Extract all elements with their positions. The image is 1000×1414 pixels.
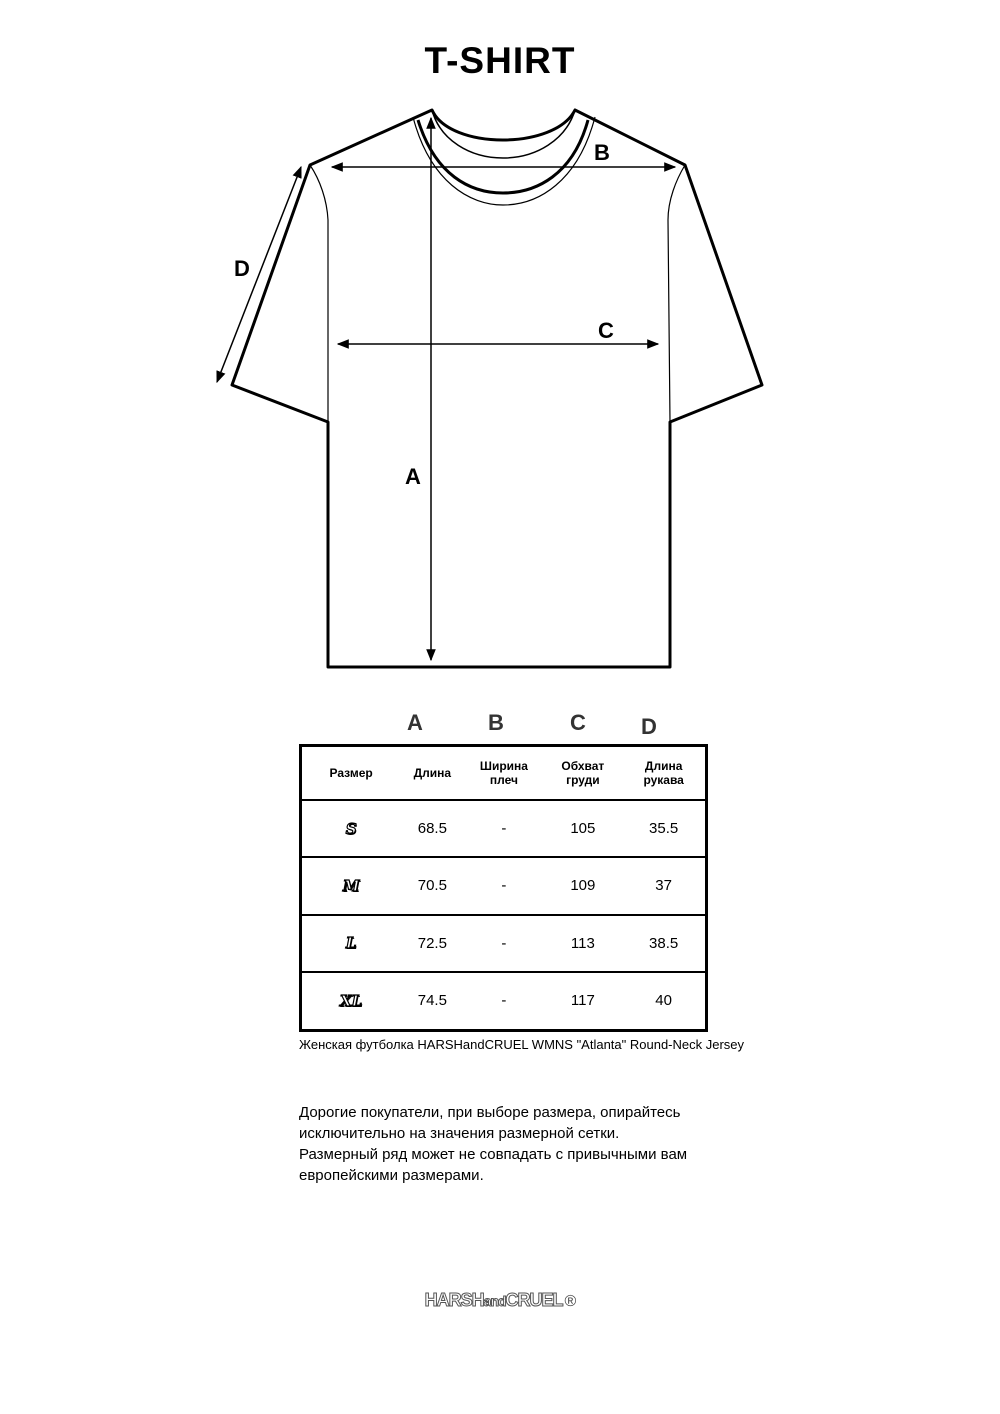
sleeve-cell: 40 [655,992,672,1010]
measure-d-arrow [217,167,301,382]
sleeve-cell: 37 [655,877,672,895]
label-c: C [598,318,614,343]
size-cell: L [345,934,357,953]
notice-line: Размерный ряд может не совпадать с привычными вам [299,1146,688,1163]
brand-cruel: CRUEL [505,1290,563,1310]
notice-line: Дорогие покупатели, при выборе размера, опирайтесь [299,1104,681,1121]
collar-inner [418,120,588,193]
header-sleeve-length: Длина рукава [643,759,684,787]
sleeve-cell: 38.5 [649,934,679,952]
table-row [301,857,707,914]
header-size: Размер [329,766,373,780]
column-letter-a: A [407,710,423,735]
collar [432,110,575,158]
chest-cell: 109 [570,877,596,895]
product-caption: Женская футболка HARSHandCRUEL WMNS "Atlanta" Round-Neck Jersey [299,1037,745,1052]
table-row [301,915,707,972]
length-cell: 70.5 [417,877,447,895]
registered-mark: ® [564,1293,576,1310]
shoulder-cell: - [501,820,507,838]
column-letter-b: B [488,710,504,735]
length-cell: 74.5 [417,992,447,1010]
brand-and: and [483,1293,506,1309]
chest-cell: 105 [570,820,596,838]
table-header-row [301,746,707,801]
sleeve-cell: 35.5 [649,820,679,838]
notice-line: европейскими размерами. [299,1167,484,1184]
header-shoulder-width: Ширина плеч [479,759,528,787]
column-letter-d: D [641,714,657,739]
shoulder-cell: - [501,877,507,895]
table-row [301,972,707,1031]
notice-line: исключительно на значения размерной сетки. [299,1125,620,1142]
shoulder-cell: - [501,992,507,1010]
length-cell: 72.5 [417,934,447,952]
header-length: Длина [413,766,452,780]
column-letter-c: C [570,710,586,735]
size-cell: XL [340,991,363,1010]
header-chest: Обхват груди [561,759,605,787]
shoulder-cell: - [501,934,507,952]
brand-harsh: HARSH [424,1290,484,1310]
size-cell: S [345,819,357,838]
label-a: A [405,464,421,489]
size-cell: M [342,876,360,895]
label-d: D [234,256,250,281]
size-table [299,744,708,1032]
chest-cell: 113 [570,934,595,952]
length-cell: 68.5 [417,820,447,838]
table-row [301,800,707,857]
size-notice [299,1102,819,1186]
page-title: T-SHIRT [424,40,576,81]
brand-logo [0,1290,1000,1311]
tshirt-diagram [0,0,1000,700]
chest-cell: 117 [570,992,595,1010]
label-b: B [594,140,610,165]
